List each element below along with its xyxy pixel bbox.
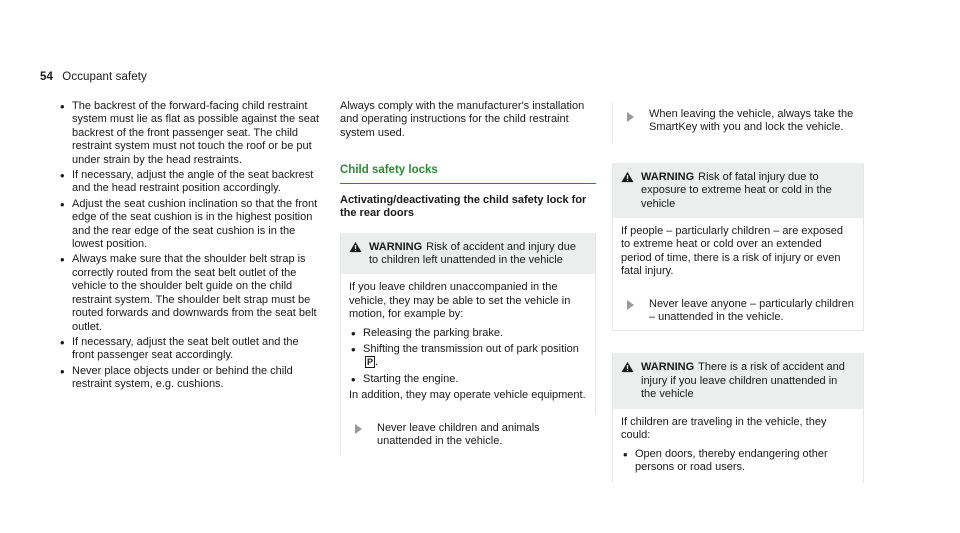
page-number: 54 — [40, 71, 53, 83]
warning-header — [341, 233, 595, 275]
warning-box — [612, 163, 864, 332]
warning-header — [613, 163, 863, 218]
warning-triangle-icon — [621, 171, 634, 183]
warning-box — [340, 233, 596, 414]
action-text: Never leave anyone – particularly children – unattended in the vehicle. — [649, 297, 854, 324]
section-title: Child safety locks — [340, 164, 596, 183]
list-item: • The backrest of the forward-facing child restraint system must lie as flat as possible against the seat backrest of the front passenger seat. The child restraint system must not touch the roof or be put under strain by the head restraints. — [58, 100, 320, 167]
warning-triangle-icon — [349, 241, 362, 253]
page-header — [40, 71, 147, 83]
action-text: When leaving the vehicle, always take the SmartKey with you and lock the vehicle. — [649, 108, 854, 134]
list-item: • Never place objects under or behind the child restraint system, e.g. cushions. — [58, 365, 320, 392]
warning-label: WARNING — [641, 361, 695, 374]
list-item: • Always make sure that the shoulder belt strap is correctly routed from the seat belt outlet of the vehicle to the shoulder belt guide on the child restraint system. The shoulder belt strap must be routed forwards and downwards from the seat belt outlet. — [58, 253, 320, 333]
warning-heading: Risk of fatal injury due to exposure to extreme heat or cold in the vehicle — [641, 170, 832, 210]
column-1 — [58, 100, 320, 394]
action-step — [613, 290, 863, 332]
warning-body — [613, 409, 863, 484]
warning-body — [613, 218, 863, 290]
intro-text: Always comply with the manufacturer's installation and operating instructions for the child restraint system used. — [340, 100, 585, 139]
warning-bullets — [621, 448, 855, 475]
park-suffix: . — [375, 356, 379, 369]
column-3 — [612, 100, 864, 483]
warning-body — [341, 274, 595, 413]
list-item: • Starting the engine. — [349, 373, 587, 386]
warning-bullets — [349, 327, 587, 387]
list-item-text: Shifting the transmission out of park position — [363, 343, 579, 356]
warning-box — [612, 353, 864, 483]
warning-paragraph: If people – particularly children – are exposed to extreme heat or cold over an extended period of time, there is a risk of injury or even fatal injury. — [621, 225, 843, 278]
warning-heading: Risk of accident and injury due to children left unattended in the vehicle — [369, 240, 576, 267]
list-item — [349, 343, 587, 370]
warning-paragraph: If you leave children unaccompanied in the vehicle, they may be able to set the vehicle in motion, for example by: — [349, 281, 571, 321]
action-step — [340, 414, 596, 455]
warning-paragraph: If children are traveling in the vehicle, they could: — [621, 415, 827, 442]
arrow-right-icon — [355, 424, 362, 434]
list-item: • Open doors, thereby endangering other persons or road users. — [621, 448, 855, 475]
park-symbol-icon: P — [367, 357, 374, 368]
list-item: • Releasing the parking brake. — [349, 327, 587, 340]
bullet-list — [58, 100, 320, 392]
warning-label: WARNING — [641, 170, 695, 183]
warning-triangle-icon — [621, 361, 634, 373]
section-name: Occupant safety — [62, 71, 147, 83]
list-item: • If necessary, adjust the angle of the seat backrest and the head restraint position accordingly. — [58, 169, 320, 196]
arrow-right-icon — [627, 300, 634, 310]
list-item: • If necessary, adjust the seat belt outlet and the front passenger seat accordingly. — [58, 336, 320, 363]
arrow-right-icon — [627, 112, 634, 122]
action-step — [612, 102, 864, 143]
warning-label: WARNING — [369, 240, 423, 253]
warning-heading: There is a risk of accident and injury if you leave children unattended in the vehicle — [641, 361, 845, 401]
action-text: Never leave children and animals unattended in the vehicle. — [377, 421, 540, 448]
subheading: Activating/deactivating the child safety lock for the rear doors — [340, 193, 587, 220]
warning-header — [613, 353, 863, 408]
column-2 — [340, 100, 596, 455]
list-item: • Adjust the seat cushion inclination so that the front edge of the seat cushion is in the highest position and the rear edge of the seat cushion is in the lowest position. — [58, 198, 320, 252]
warning-paragraph-2: In addition, they may operate vehicle equipment. — [349, 389, 586, 402]
